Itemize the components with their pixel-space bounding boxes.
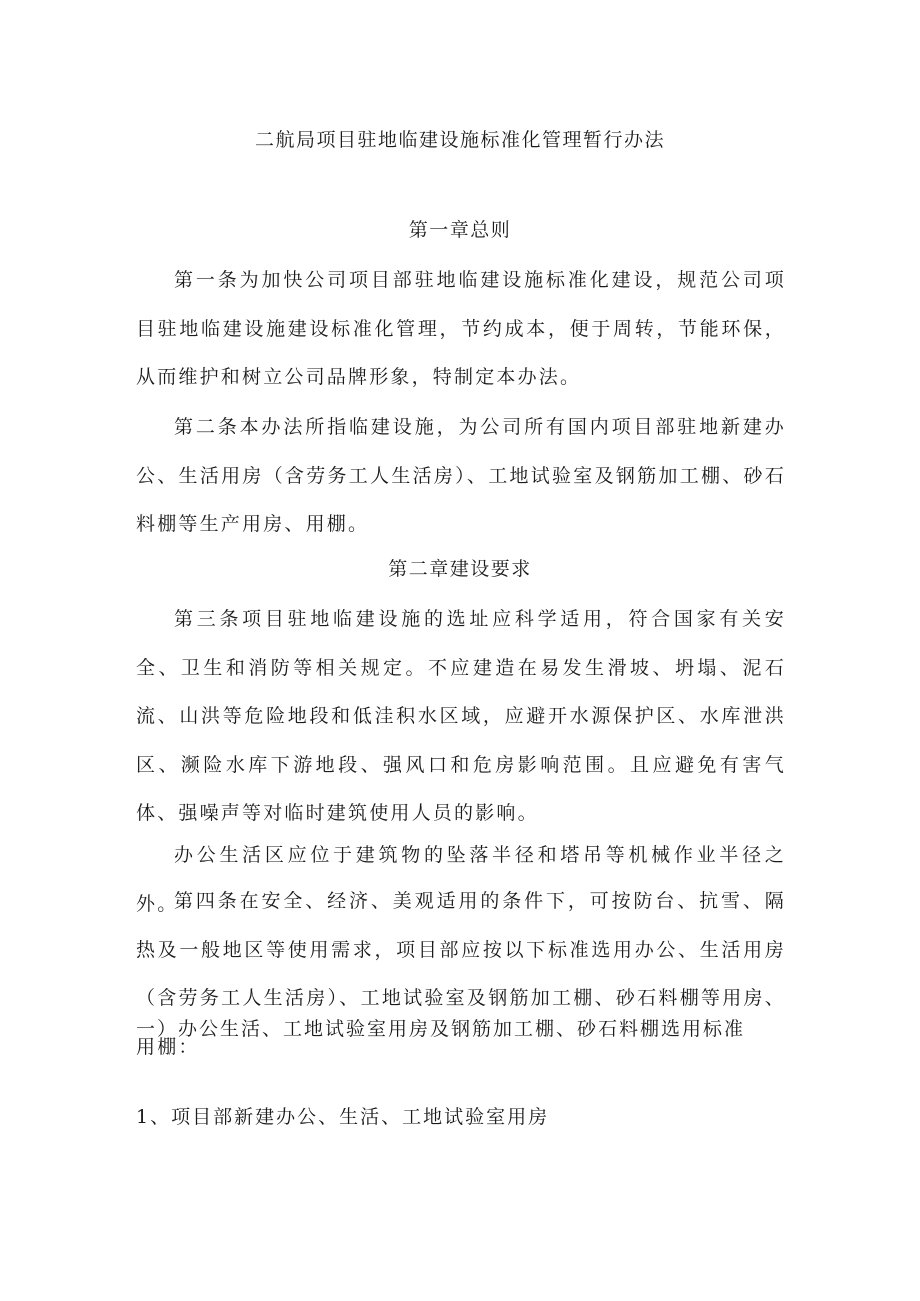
article-1-paragraph: 第一条为加快公司项目部驻地临建设施标准化建设，规范公司项目驻地临建设施建设标准化管理，节约成本，便于周转，节能环保，从而维护和树立公司品牌形象，特制定本办法。 — [136, 269, 786, 388]
article-4-paragraph: 第四条在安全、经济、美观适用的条件下，可按防台、抗雪、隔热及一般地区等使用需求，项目部应按以下标准选用办公、生活用房（含劳务工人生活房）、工地试验室及钢筋加工棚、砂石料棚等用房、用棚： — [136, 890, 786, 1058]
article-3-paragraph: 第三条项目驻地临建设施的选址应科学适用，符合国家有关安全、卫生和消防等相关规定。不应建造在易发生滑坡、坍塌、泥石流、山洪等危险地段和低洼积水区域，应避开水源保护区、水库泄洪区、濒险水库下游地段、强风口和危房影响范围。且应避免有害气体、强噪声等对临时建筑使用人员的影响。 — [136, 608, 786, 824]
chapter-heading-general: 第一章总则 — [408, 219, 512, 241]
document-title: 二航局项目驻地临建设施标准化管理暂行办法 — [254, 129, 665, 151]
article-3-supplement-paragraph: 办公生活区应位于建筑物的坠落半径和塔吊等机械作业半径之外。 — [136, 844, 786, 915]
chapter-heading-requirements: 第二章建设要求 — [388, 558, 532, 580]
section-1-heading: 一）办公生活、工地试验室用房及钢筋加工棚、砂石料棚选用标准 — [136, 1018, 746, 1040]
item-1-heading: 1、项目部新建办公、生活、工地试验室用房 — [136, 1106, 550, 1128]
article-2-paragraph: 第二条本办法所指临建设施，为公司所有国内项目部驻地新建办公、生活用房（含劳务工人生活房）、工地试验室及钢筋加工棚、砂石料棚等生产用房、用棚。 — [136, 416, 786, 535]
